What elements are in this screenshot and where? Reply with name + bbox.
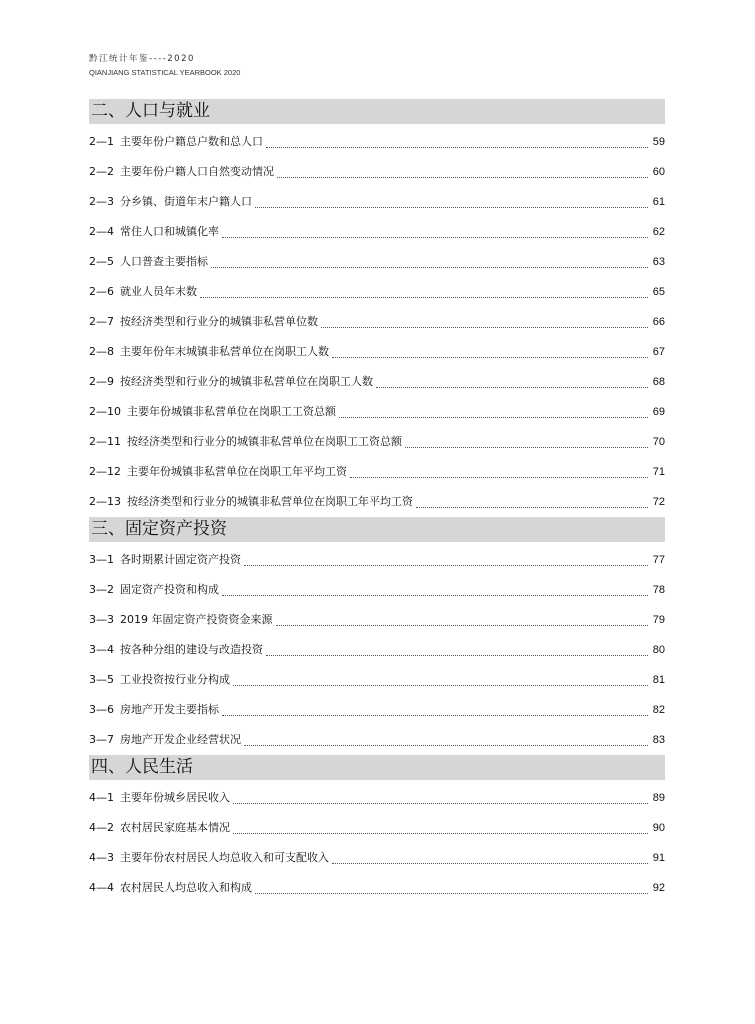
dot-leader [222, 585, 648, 596]
toc-entry-title: 房地产开发主要指标 [120, 703, 219, 716]
toc-entry-page: 66 [652, 316, 665, 328]
toc-entry[interactable] [89, 813, 665, 843]
toc-entry-code: 3—3 [89, 613, 114, 626]
section-heading: 三、固定资产投资 [89, 517, 665, 542]
toc-entry-title: 农村居民人均总收入和构成 [120, 881, 252, 894]
toc-entry-title: 主要年份城镇非私营单位在岗职工年平均工资 [127, 465, 347, 478]
dot-leader [321, 317, 648, 328]
dot-leader [200, 287, 648, 298]
toc-entry-code: 3—4 [89, 643, 114, 656]
dot-leader [405, 437, 648, 448]
toc-entry-title: 按经济类型和行业分的城镇非私营单位在岗职工工资总额 [127, 435, 402, 448]
toc-entry-page: 68 [652, 376, 665, 388]
toc-entry-code: 2—4 [89, 225, 114, 238]
toc-entry-title: 2019 年固定资产投资资金来源 [120, 613, 273, 626]
toc-entry[interactable] [89, 217, 665, 247]
toc-entry-page: 72 [652, 496, 665, 508]
toc-entry-page: 91 [652, 852, 665, 864]
toc-entry-code: 3—1 [89, 553, 114, 566]
toc-entry[interactable] [89, 545, 665, 575]
page-header [89, 54, 240, 78]
toc-entry[interactable] [89, 337, 665, 367]
toc-entry-page: 90 [652, 822, 665, 834]
toc-entry[interactable] [89, 457, 665, 487]
toc-entry-title: 分乡镇、街道年末户籍人口 [120, 195, 252, 208]
toc-entry-code: 4—3 [89, 851, 114, 864]
toc-entry-code: 2—3 [89, 195, 114, 208]
toc-entry-code: 3—5 [89, 673, 114, 686]
toc-entry-title: 按各种分组的建设与改造投资 [120, 643, 263, 656]
table-of-contents [89, 99, 665, 903]
toc-entry-page: 67 [652, 346, 665, 358]
dot-leader [416, 497, 648, 508]
toc-entry-page: 89 [652, 792, 665, 804]
toc-entry[interactable] [89, 575, 665, 605]
toc-entry-title: 各时期累计固定资产投资 [120, 553, 241, 566]
toc-entry-code: 2—1 [89, 135, 114, 148]
toc-entry[interactable] [89, 367, 665, 397]
toc-entry[interactable] [89, 427, 665, 457]
toc-entry-page: 71 [652, 466, 665, 478]
toc-entry[interactable] [89, 157, 665, 187]
toc-entry-code: 2—6 [89, 285, 114, 298]
header-title-cn: 黔江统计年鉴----2020 [89, 54, 195, 64]
toc-entry[interactable] [89, 487, 665, 517]
dot-leader [233, 823, 648, 834]
toc-entry[interactable] [89, 843, 665, 873]
toc-entry-page: 61 [652, 196, 665, 208]
toc-entry-code: 2—2 [89, 165, 114, 178]
dot-leader [332, 347, 648, 358]
toc-entry-page: 60 [652, 166, 665, 178]
dot-leader [233, 793, 648, 804]
toc-entry-code: 2—11 [89, 435, 121, 448]
toc-entry-code: 3—2 [89, 583, 114, 596]
toc-entry-page: 59 [652, 136, 665, 148]
toc-entry-page: 65 [652, 286, 665, 298]
toc-entry-page: 81 [652, 674, 665, 686]
section-heading: 四、人民生活 [89, 755, 665, 780]
toc-entry-title: 按经济类型和行业分的城镇非私营单位数 [120, 315, 318, 328]
toc-entry[interactable] [89, 187, 665, 217]
dot-leader [244, 555, 648, 566]
dot-leader [244, 735, 648, 746]
toc-entry[interactable] [89, 277, 665, 307]
toc-entry-title: 主要年份城乡居民收入 [120, 791, 230, 804]
toc-entry-title: 工业投资按行业分构成 [120, 673, 230, 686]
toc-entry[interactable] [89, 783, 665, 813]
dot-leader [266, 137, 648, 148]
toc-entry-code: 2—9 [89, 375, 114, 388]
toc-entry-page: 80 [652, 644, 665, 656]
toc-entry[interactable] [89, 873, 665, 903]
toc-entry-page: 69 [652, 406, 665, 418]
toc-entry-page: 70 [652, 436, 665, 448]
toc-entry-title: 房地产开发企业经营状况 [120, 733, 241, 746]
toc-entry-code: 4—4 [89, 881, 114, 894]
toc-entry-page: 63 [652, 256, 665, 268]
toc-entry[interactable] [89, 605, 665, 635]
toc-entry-title: 主要年份年末城镇非私营单位在岗职工人数 [120, 345, 329, 358]
dot-leader [266, 645, 648, 656]
toc-entry-code: 2—5 [89, 255, 114, 268]
toc-entry-code: 3—7 [89, 733, 114, 746]
dot-leader [255, 883, 648, 894]
toc-entry-code: 4—2 [89, 821, 114, 834]
toc-entry-title: 常住人口和城镇化率 [120, 225, 219, 238]
dot-leader [222, 227, 648, 238]
toc-entry-page: 62 [652, 226, 665, 238]
dot-leader [332, 853, 648, 864]
toc-entry-code: 2—12 [89, 465, 121, 478]
toc-entry-title: 就业人员年末数 [120, 285, 197, 298]
dot-leader [255, 197, 648, 208]
toc-entry-title: 主要年份户籍总户数和总人口 [120, 135, 263, 148]
toc-entry-title: 农村居民家庭基本情况 [120, 821, 230, 834]
toc-entry-page: 82 [652, 704, 665, 716]
toc-entry[interactable] [89, 397, 665, 427]
toc-entry-title: 人口普查主要指标 [120, 255, 208, 268]
dot-leader [276, 615, 649, 626]
toc-entry-title: 主要年份农村居民人均总收入和可支配收入 [120, 851, 329, 864]
toc-entry-title: 主要年份城镇非私营单位在岗职工工资总额 [127, 405, 336, 418]
toc-entry[interactable] [89, 665, 665, 695]
toc-entry-page: 83 [652, 734, 665, 746]
section-heading: 二、人口与就业 [89, 99, 665, 124]
toc-entry-code: 4—1 [89, 791, 114, 804]
dot-leader [211, 257, 648, 268]
dot-leader [222, 705, 648, 716]
toc-entry-code: 2—7 [89, 315, 114, 328]
toc-entry[interactable] [89, 127, 665, 157]
toc-entry-code: 2—8 [89, 345, 114, 358]
toc-entry[interactable] [89, 307, 665, 337]
dot-leader [233, 675, 648, 686]
toc-entry-title: 主要年份户籍人口自然变动情况 [120, 165, 274, 178]
toc-entry-title: 按经济类型和行业分的城镇非私营单位在岗职工年平均工资 [127, 495, 413, 508]
toc-entry-code: 2—10 [89, 405, 121, 418]
toc-entry-title: 固定资产投资和构成 [120, 583, 219, 596]
dot-leader [339, 407, 648, 418]
toc-entry[interactable] [89, 635, 665, 665]
toc-entry-page: 78 [652, 584, 665, 596]
toc-entry[interactable] [89, 247, 665, 277]
toc-entry-title: 按经济类型和行业分的城镇非私营单位在岗职工人数 [120, 375, 373, 388]
toc-entry[interactable] [89, 725, 665, 755]
toc-entry-code: 2—13 [89, 495, 121, 508]
dot-leader [350, 467, 648, 478]
toc-entry[interactable] [89, 695, 665, 725]
toc-entry-page: 79 [652, 614, 665, 626]
header-title-en: QIANJIANG STATISTICAL YEARBOOK 2020 [89, 68, 241, 77]
toc-entry-code: 3—6 [89, 703, 114, 716]
toc-entry-page: 92 [652, 882, 665, 894]
toc-entry-page: 77 [652, 554, 665, 566]
dot-leader [277, 167, 648, 178]
dot-leader [376, 377, 648, 388]
